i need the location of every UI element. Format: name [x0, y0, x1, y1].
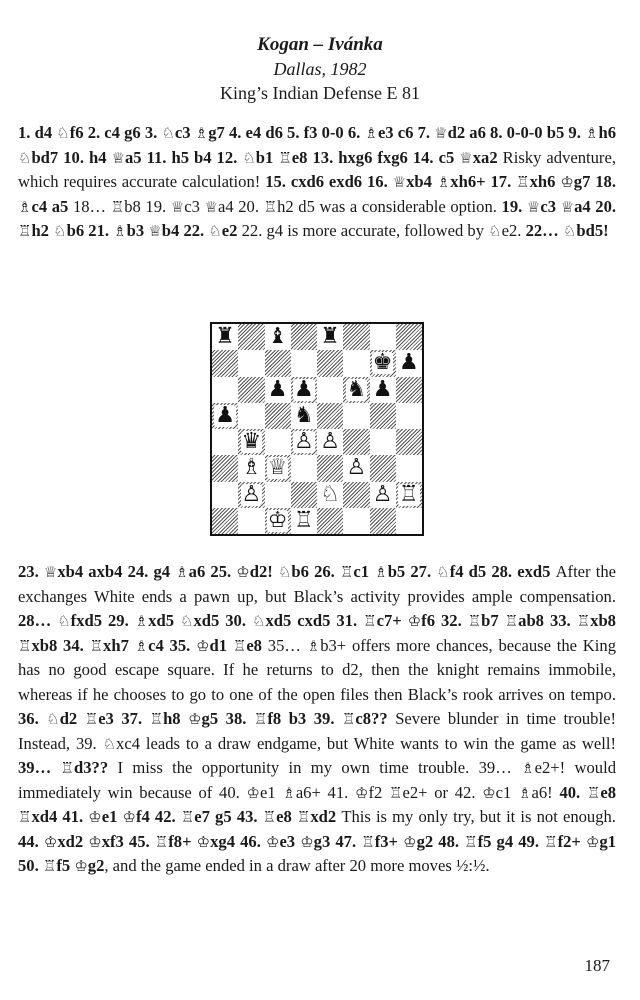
- move-text: b6 21.: [66, 221, 114, 240]
- bishop-figurine-icon: ♗: [585, 124, 599, 142]
- comment-text: , and the game ended in a draw after 20 more moves ½:½.: [104, 856, 490, 875]
- square-e8: [317, 324, 343, 350]
- square-a1: [212, 508, 238, 534]
- square-g1: [370, 508, 396, 534]
- move-text: g3 47.: [313, 831, 362, 851]
- move-text: xb4 axb4 24. g4: [57, 562, 176, 581]
- bishop-figurine-icon: ♗: [521, 759, 535, 777]
- comment-text: c1: [495, 782, 519, 802]
- square-d4: [291, 429, 317, 455]
- square-g2: [370, 482, 396, 508]
- move-text: h2: [31, 221, 54, 240]
- chess-board: [210, 322, 424, 536]
- move-text: a4 20.: [574, 196, 617, 216]
- comment-text: This is my only try, but it is not enough.: [341, 807, 616, 826]
- rook-figurine-icon: ♖: [467, 612, 482, 630]
- square-g6: [370, 377, 396, 403]
- black-pawn-icon: ♟: [294, 376, 314, 402]
- move-text: bd7 10. h4: [31, 147, 112, 167]
- move-text: b7: [481, 611, 505, 630]
- square-c3: [265, 455, 291, 481]
- king-figurine-icon: ♔: [355, 783, 369, 802]
- move-text: c4 a5: [31, 196, 73, 216]
- move-text: f5 g4 49.: [477, 831, 545, 851]
- white-queen-icon: ♕: [267, 455, 288, 481]
- rook-figurine-icon: ♖: [576, 612, 591, 630]
- rook-figurine-icon: ♖: [154, 832, 169, 851]
- king-figurine-icon: ♔: [585, 832, 600, 851]
- rook-figurine-icon: ♖: [278, 148, 292, 167]
- knight-figurine-icon: ♘: [242, 148, 256, 167]
- rook-figurine-icon: ♖: [42, 857, 57, 875]
- square-a3: [212, 455, 238, 481]
- square-a6: [212, 377, 238, 403]
- square-g5: [370, 403, 396, 429]
- king-figurine-icon: ♔: [246, 783, 260, 802]
- bishop-figurine-icon: ♗: [374, 563, 388, 581]
- knight-figurine-icon: ♘: [436, 563, 450, 581]
- move-text: 36.: [18, 709, 47, 728]
- square-f8: [343, 324, 369, 350]
- move-text: g7 18.: [573, 172, 617, 191]
- queen-figurine-icon: ♕: [170, 197, 185, 216]
- move-text: e3: [279, 831, 301, 851]
- move-text: b1: [255, 147, 279, 167]
- move-text: d1: [209, 635, 233, 655]
- move-text: b4 22.: [161, 221, 209, 240]
- king-figurine-icon: ♔: [196, 832, 211, 851]
- comment-text: b8 19.: [124, 196, 171, 216]
- square-f5: [343, 403, 369, 429]
- comment-text: c3: [184, 196, 205, 216]
- move-text: c3: [174, 123, 195, 142]
- knight-figurine-icon: ♘: [57, 612, 71, 630]
- rook-figurine-icon: ♖: [262, 808, 277, 826]
- move-text: ab8 33.: [518, 611, 577, 630]
- queen-figurine-icon: ♕: [434, 124, 448, 142]
- rook-figurine-icon: ♖: [263, 197, 278, 216]
- rook-figurine-icon: ♖: [464, 832, 478, 851]
- king-figurine-icon: ♔: [88, 832, 102, 851]
- white-pawn-icon: ♙: [241, 481, 262, 507]
- square-e5: [317, 403, 343, 429]
- rook-figurine-icon: ♖: [18, 222, 32, 240]
- move-text: g1 50.: [18, 831, 617, 875]
- move-text: e8 13. hxg6 fxg6 14. c5: [291, 147, 460, 167]
- rook-figurine-icon: ♖: [389, 783, 403, 802]
- rook-figurine-icon: ♖: [89, 636, 104, 655]
- rook-figurine-icon: ♖: [18, 808, 32, 826]
- queen-figurine-icon: ♕: [111, 148, 125, 167]
- move-text: d2 a6 8. 0-0-0 b5 9.: [447, 123, 586, 142]
- square-e4: [317, 429, 343, 455]
- knight-figurine-icon: ♘: [251, 612, 266, 630]
- square-f7: [343, 350, 369, 376]
- square-e1: [317, 508, 343, 534]
- comment-text: f2: [368, 782, 390, 802]
- square-a4: [212, 429, 238, 455]
- move-text: xh7: [103, 635, 135, 655]
- move-text: xb8 34.: [31, 635, 90, 655]
- bishop-figurine-icon: ♗: [18, 197, 32, 216]
- bishop-figurine-icon: ♗: [282, 783, 296, 802]
- move-text: xd4 41.: [31, 807, 89, 826]
- square-b2: [238, 482, 264, 508]
- rook-figurine-icon: ♖: [253, 710, 268, 728]
- square-b6: [238, 377, 264, 403]
- square-b8: [238, 324, 264, 350]
- comment-text: a6+ 41.: [295, 782, 356, 802]
- move-text: b3: [126, 221, 149, 240]
- square-d1: [291, 508, 317, 534]
- knight-figurine-icon: ♘: [46, 710, 60, 728]
- queen-figurine-icon: ♕: [204, 197, 218, 216]
- king-figurine-icon: ♔: [265, 832, 280, 851]
- square-f1: [343, 508, 369, 534]
- moves-part-1: [18, 121, 616, 244]
- comment-text: 22. g4 is more accurate, followed by: [241, 221, 489, 240]
- move-text: f5: [56, 856, 75, 875]
- moves-part-2: [18, 560, 616, 879]
- square-f2: [343, 482, 369, 508]
- square-h2: [396, 482, 422, 508]
- move-text: c4 35.: [148, 635, 197, 655]
- comment-text: h2 d5 was a considerable option.: [277, 196, 502, 216]
- square-h6: [396, 377, 422, 403]
- knight-figurine-icon: ♘: [53, 222, 67, 240]
- queen-figurine-icon: ♕: [459, 148, 473, 167]
- move-text: d2: [59, 709, 85, 728]
- black-queen-icon: ♛: [241, 429, 262, 455]
- square-e7: [317, 350, 343, 376]
- comment-text: e2+! would immediately win because of 40.: [18, 758, 616, 802]
- rook-figurine-icon: ♖: [110, 197, 125, 216]
- white-pawn-icon: ♙: [346, 455, 367, 481]
- move-text: xf3 45.: [101, 831, 155, 851]
- rook-figurine-icon: ♖: [363, 612, 377, 630]
- queen-figurine-icon: ♕: [560, 197, 575, 216]
- white-knight-icon: ♘: [320, 481, 340, 507]
- move-text: xh6+ 17.: [450, 172, 517, 191]
- move-text: g7 4. e4 d6 5. f3 0-0 6.: [208, 123, 365, 142]
- comment-text: e2+ or 42.: [402, 782, 483, 802]
- move-text: a6 25.: [188, 562, 237, 581]
- move-text: g2 48.: [416, 831, 465, 851]
- square-g3: [370, 455, 396, 481]
- comment-text: 35…: [267, 635, 307, 655]
- rook-figurine-icon: ♖: [504, 612, 519, 630]
- move-text: 40.: [559, 782, 587, 802]
- square-e3: [317, 455, 343, 481]
- queen-figurine-icon: ♕: [43, 563, 58, 581]
- move-text: 22…: [525, 221, 563, 240]
- move-text: c8??: [355, 709, 396, 728]
- move-text: xg4 46.: [210, 831, 266, 851]
- comment-text: a4 20.: [217, 196, 264, 216]
- rook-figurine-icon: ♖: [60, 759, 74, 777]
- black-pawn-icon: ♟: [372, 376, 393, 402]
- comment-text: a6!: [531, 782, 560, 802]
- bishop-figurine-icon: ♗: [113, 222, 127, 240]
- knight-figurine-icon: ♘: [102, 734, 117, 753]
- bishop-figurine-icon: ♗: [436, 173, 451, 191]
- move-text: 28…: [18, 611, 58, 630]
- move-text: g5 38.: [201, 709, 254, 728]
- move-text: 23.: [18, 562, 44, 581]
- square-g4: [370, 429, 396, 455]
- square-g7: [370, 350, 396, 376]
- chess-diagram: [210, 322, 426, 538]
- square-b7: [238, 350, 264, 376]
- square-f4: [343, 429, 369, 455]
- game-header: [0, 34, 640, 104]
- move-text: 1. d4: [18, 123, 57, 142]
- move-text: 15. cxd6 exd6 16.: [265, 172, 393, 191]
- knight-figurine-icon: ♘: [208, 222, 222, 240]
- square-b3: [238, 455, 264, 481]
- move-text: xb8: [590, 611, 616, 630]
- king-figurine-icon: ♔: [43, 832, 58, 851]
- square-h7: [396, 350, 422, 376]
- rook-figurine-icon: ♖: [516, 173, 530, 191]
- square-d7: [291, 350, 317, 376]
- square-g8: [370, 324, 396, 350]
- move-text: xd5 30.: [193, 611, 252, 630]
- square-c8: [265, 324, 291, 350]
- move-text: d3??: [74, 758, 118, 777]
- comment-text: b3+ offers more chances, because the King has no good escape square. If he returns to d2, then the knight remains immobile, whereas if he chooses to go to one of the open files then Black’s rook arrives on tempo.: [18, 635, 616, 704]
- move-text: e7 g5 43.: [194, 807, 263, 826]
- move-text: xa2: [472, 147, 503, 167]
- bishop-figurine-icon: ♗: [518, 783, 532, 802]
- rook-figurine-icon: ♖: [296, 808, 311, 826]
- move-text: d2!: [249, 562, 278, 581]
- black-knight-icon: ♞: [346, 376, 367, 402]
- move-text: e1: [101, 807, 123, 826]
- knight-figurine-icon: ♘: [179, 612, 194, 630]
- comment-text: 18…: [72, 196, 111, 216]
- move-text: f4 42.: [135, 807, 181, 826]
- move-text: xb4: [406, 172, 437, 191]
- rook-figurine-icon: ♖: [544, 832, 558, 851]
- rook-figurine-icon: ♖: [341, 710, 356, 728]
- king-figurine-icon: ♔: [196, 636, 210, 655]
- white-rook-icon: ♖: [294, 507, 314, 533]
- comment-text: Severe blunder in time trouble! Instead, 39.: [18, 709, 616, 753]
- move-text: f8 b3 39.: [267, 709, 342, 728]
- king-figurine-icon: ♔: [88, 808, 102, 826]
- rook-figurine-icon: ♖: [18, 636, 32, 655]
- comment-text: After the exchanges White ends a pawn up, but Black’s activity provides ample compensation.: [18, 562, 616, 606]
- queen-figurine-icon: ♕: [526, 197, 541, 216]
- king-figurine-icon: ♔: [482, 783, 496, 802]
- move-text: 44.: [18, 831, 44, 851]
- knight-figurine-icon: ♘: [18, 148, 32, 167]
- rook-figurine-icon: ♖: [361, 832, 375, 851]
- black-pawn-icon: ♟: [267, 376, 288, 402]
- knight-figurine-icon: ♘: [277, 563, 292, 581]
- square-c4: [265, 429, 291, 455]
- square-c2: [265, 482, 291, 508]
- king-figurine-icon: ♔: [236, 563, 250, 581]
- move-text: c1: [353, 562, 375, 581]
- square-a2: [212, 482, 238, 508]
- move-text: e2: [221, 221, 242, 240]
- rook-figurine-icon: ♖: [586, 783, 601, 802]
- rook-figurine-icon: ♖: [149, 710, 164, 728]
- move-text: e3 c6 7.: [377, 123, 435, 142]
- move-text: xd5 cxd5 31.: [265, 611, 364, 630]
- black-pawn-icon: ♟: [399, 350, 419, 376]
- black-pawn-icon: ♟: [215, 402, 235, 428]
- bishop-figurine-icon: ♗: [134, 612, 149, 630]
- bishop-figurine-icon: ♗: [175, 563, 189, 581]
- white-rook-icon: ♖: [399, 481, 419, 507]
- black-rook-icon: ♜: [320, 324, 340, 350]
- square-b1: [238, 508, 264, 534]
- move-text: xd5: [148, 611, 180, 630]
- move-text: f4 d5 28. exd5: [449, 562, 556, 581]
- square-a8: [212, 324, 238, 350]
- move-text: e8: [276, 807, 297, 826]
- knight-figurine-icon: ♘: [161, 124, 175, 142]
- knight-figurine-icon: ♘: [488, 222, 502, 240]
- rook-figurine-icon: ♖: [232, 636, 247, 655]
- bishop-figurine-icon: ♗: [134, 636, 149, 655]
- opening-name: King’s Indian Defense E 81: [220, 83, 420, 103]
- move-text: bd5!: [576, 221, 609, 240]
- square-a5: [212, 403, 238, 429]
- move-text: xd2: [310, 807, 342, 826]
- square-e6: [317, 377, 343, 403]
- square-d8: [291, 324, 317, 350]
- square-h5: [396, 403, 422, 429]
- game-place: Dallas, 1982: [273, 59, 367, 79]
- king-figurine-icon: ♔: [74, 857, 88, 875]
- square-d2: [291, 482, 317, 508]
- black-knight-icon: ♞: [294, 402, 314, 428]
- move-text: fxd5 29.: [70, 611, 135, 630]
- square-c5: [265, 403, 291, 429]
- white-king-icon: ♔: [267, 507, 288, 533]
- knight-figurine-icon: ♘: [562, 222, 577, 240]
- move-text: e8: [600, 782, 617, 802]
- move-text: f3+: [374, 831, 404, 851]
- comment-text: Risky adventure, which requires accurate calculation!: [18, 147, 616, 191]
- square-h3: [396, 455, 422, 481]
- square-d6: [291, 377, 317, 403]
- rook-figurine-icon: ♖: [180, 808, 195, 826]
- square-c7: [265, 350, 291, 376]
- king-figurine-icon: ♔: [560, 173, 574, 191]
- comment-text: xc4 leads to a draw endgame, but White wants to win the game as well!: [116, 733, 616, 753]
- white-pawn-icon: ♙: [294, 429, 314, 455]
- white-pawn-icon: ♙: [372, 481, 393, 507]
- square-f3: [343, 455, 369, 481]
- move-text: f6 2. c4 g6 3.: [69, 123, 162, 142]
- square-c6: [265, 377, 291, 403]
- square-h8: [396, 324, 422, 350]
- move-text: c3: [540, 196, 561, 216]
- square-c1: [265, 508, 291, 534]
- move-text: 19.: [501, 196, 527, 216]
- move-text: c7+: [376, 611, 408, 630]
- white-bishop-icon: ♗: [241, 455, 262, 481]
- bishop-figurine-icon: ♗: [306, 636, 321, 655]
- move-text: f6 32.: [421, 611, 468, 630]
- square-d3: [291, 455, 317, 481]
- white-pawn-icon: ♙: [320, 429, 340, 455]
- square-h4: [396, 429, 422, 455]
- square-b4: [238, 429, 264, 455]
- move-text: h8: [163, 709, 189, 728]
- square-e2: [317, 482, 343, 508]
- queen-figurine-icon: ♕: [392, 173, 407, 191]
- move-text: f8+: [168, 831, 197, 851]
- bishop-figurine-icon: ♗: [194, 124, 209, 142]
- page-number: 187: [584, 956, 610, 975]
- queen-figurine-icon: ♕: [148, 222, 162, 240]
- game-title: Kogan – Ivánka: [257, 34, 383, 55]
- square-h1: [396, 508, 422, 534]
- move-text: a5 11. h5 b4 12.: [125, 147, 243, 167]
- move-text: b5 27.: [387, 562, 437, 581]
- rook-figurine-icon: ♖: [339, 563, 354, 581]
- move-text: e3 37.: [98, 709, 150, 728]
- king-figurine-icon: ♔: [122, 808, 136, 826]
- move-text: f2+: [557, 831, 586, 851]
- square-b5: [238, 403, 264, 429]
- bishop-figurine-icon: ♗: [364, 124, 378, 142]
- knight-figurine-icon: ♘: [56, 124, 70, 142]
- square-f6: [343, 377, 369, 403]
- move-text: h6: [598, 123, 617, 142]
- move-text: 39…: [18, 758, 61, 777]
- move-text: e8: [246, 635, 268, 655]
- comment-text: I miss the opportunity in my own time trouble. 39…: [117, 758, 522, 777]
- move-text: g2: [87, 856, 105, 875]
- move-text: xh6: [529, 172, 561, 191]
- king-figurine-icon: ♔: [188, 710, 202, 728]
- king-figurine-icon: ♔: [403, 832, 417, 851]
- move-text: xd2: [57, 831, 89, 851]
- comment-text: e2.: [501, 221, 526, 240]
- comment-text: e1: [259, 782, 283, 802]
- square-d5: [291, 403, 317, 429]
- square-a7: [212, 350, 238, 376]
- black-rook-icon: ♜: [215, 324, 235, 350]
- black-king-icon: ♚: [372, 350, 393, 376]
- king-figurine-icon: ♔: [407, 612, 422, 630]
- black-bishop-icon: ♝: [267, 324, 288, 350]
- move-text: b6 26.: [291, 562, 340, 581]
- king-figurine-icon: ♔: [300, 832, 314, 851]
- rook-figurine-icon: ♖: [84, 710, 99, 728]
